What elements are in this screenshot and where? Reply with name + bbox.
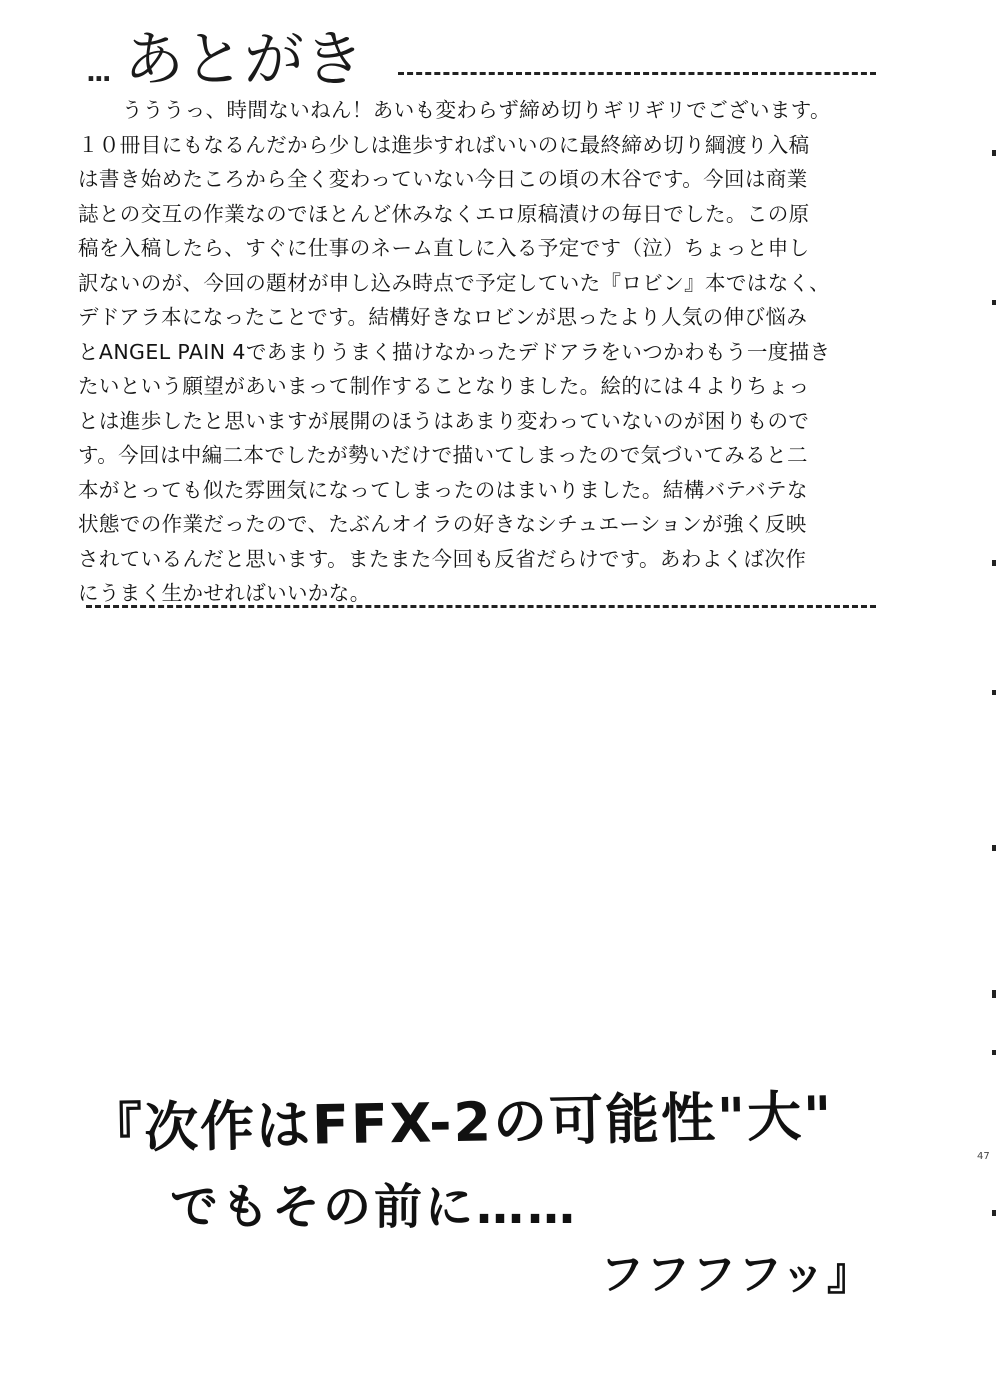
top-dashed-divider xyxy=(398,72,876,75)
page-number: 47 xyxy=(977,1151,990,1162)
handwritten-note-line-1: 『次作はFFX-2の可能性"大" xyxy=(87,1084,834,1161)
body-line: デドアラ本になったことです。結構好きなロビンが思ったより人気の伸び悩み xyxy=(78,305,808,329)
heading-lead-dots: ... xyxy=(86,58,110,88)
body-line: 稿を入稿したら、すぐに仕事のネーム直しに入る予定です（泣）ちょっと申し xyxy=(78,236,810,260)
page-title: あとがき xyxy=(124,25,364,95)
handwritten-note-line-2: でもその前に…… xyxy=(170,1179,579,1235)
scan-edge-mark xyxy=(992,690,996,695)
scan-edge-mark xyxy=(992,1210,996,1216)
scan-edge-mark xyxy=(992,300,996,305)
body-line: 状態での作業だったので、たぶんオイラの好きなシチュエーションが強く反映 xyxy=(78,512,807,536)
body-line: とANGEL PAIN 4であまりうまく描けなかったデドアラをいつかわもう一度描き xyxy=(78,339,831,364)
body-line: 誌との交互の作業なのでほとんど休みなくエロ原稿漬けの毎日でした。この原 xyxy=(78,201,810,226)
scan-edge-mark xyxy=(992,1050,996,1055)
afterword-body xyxy=(78,93,898,611)
body-line: うううっ、時間ないねん！あいも変わらず締め切りギリギリでございます。 xyxy=(122,98,831,122)
scan-edge-mark xyxy=(992,990,996,998)
body-line: とは進歩したと思いますが展開のほうはあまり変わっていないのが困りもので xyxy=(78,408,810,433)
body-line: されているんだと思います。またまた今回も反省だらけです。あわよくば次作 xyxy=(78,546,807,571)
body-line: 本がとっても似た雰囲気になってしまったのはまいりました。結構バテバテな xyxy=(78,477,808,502)
body-line: は書き始めたころから全く変わっていない今日この頃の木谷です。今回は商業 xyxy=(78,167,808,191)
body-line: にうまく生かせればいいかな。 xyxy=(78,581,371,605)
scan-edge-mark xyxy=(992,560,996,566)
handwritten-note-line-3: フフフフッ』 xyxy=(600,1249,873,1300)
body-line: す。今回は中編二本でしたが勢いだけで描いてしまったので気づいてみると二 xyxy=(78,443,808,467)
bottom-dashed-divider xyxy=(86,605,876,608)
scan-edge-mark xyxy=(992,150,996,156)
body-line: たいという願望があいまって制作することなりました。絵的には４よりちょっ xyxy=(78,374,810,398)
body-line: 訳ないのが、今回の題材が申し込み時点で予定していた『ロビン』本ではなく、 xyxy=(78,270,830,295)
scan-edge-mark xyxy=(992,845,996,851)
body-line: １０冊目にもなるんだから少しは進歩すればいいのに最終締め切り綱渡り入稿 xyxy=(78,132,810,157)
